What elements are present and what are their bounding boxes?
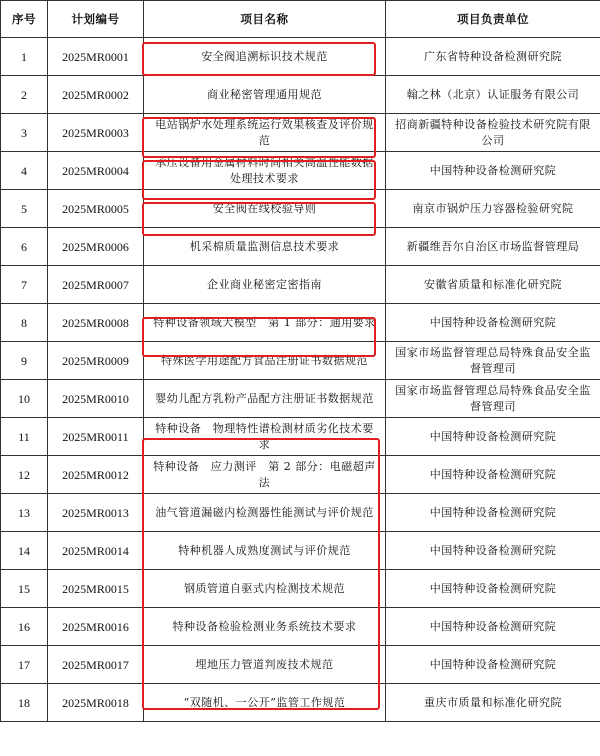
header-code: 计划编号 bbox=[48, 1, 144, 38]
row-plan-code: 2025MR0006 bbox=[48, 228, 144, 266]
row-project-name: 特种设备领域大模型 第 1 部分：通用要求 bbox=[144, 304, 386, 342]
row-project-name: 婴幼儿配方乳粉产品配方注册证书数据规范 bbox=[144, 380, 386, 418]
row-index: 18 bbox=[1, 684, 48, 722]
row-plan-code: 2025MR0018 bbox=[48, 684, 144, 722]
row-plan-code: 2025MR0013 bbox=[48, 494, 144, 532]
row-responsible-unit: 国家市场监督管理总局特殊食品安全监督管理司 bbox=[386, 380, 600, 418]
header-index: 序号 bbox=[1, 1, 48, 38]
row-index: 3 bbox=[1, 114, 48, 152]
row-project-name: 埋地压力管道判废技术规范 bbox=[144, 646, 386, 684]
row-plan-code: 2025MR0001 bbox=[48, 38, 144, 76]
row-plan-code: 2025MR0014 bbox=[48, 532, 144, 570]
row-responsible-unit: 重庆市质量和标准化研究院 bbox=[386, 684, 600, 722]
header-unit: 项目负责单位 bbox=[386, 1, 600, 38]
row-responsible-unit: 中国特种设备检测研究院 bbox=[386, 494, 600, 532]
row-plan-code: 2025MR0005 bbox=[48, 190, 144, 228]
row-index: 2 bbox=[1, 76, 48, 114]
row-project-name: 安全阀追溯标识技术规范 bbox=[144, 38, 386, 76]
table-row bbox=[1, 76, 600, 114]
row-responsible-unit: 中国特种设备检测研究院 bbox=[386, 570, 600, 608]
row-index: 6 bbox=[1, 228, 48, 266]
table-row bbox=[1, 342, 600, 380]
row-responsible-unit: 新疆维吾尔自治区市场监督管理局 bbox=[386, 228, 600, 266]
row-index: 7 bbox=[1, 266, 48, 304]
row-plan-code: 2025MR0016 bbox=[48, 608, 144, 646]
row-index: 14 bbox=[1, 532, 48, 570]
row-project-name: 机采棉质量监测信息技术要求 bbox=[144, 228, 386, 266]
row-index: 17 bbox=[1, 646, 48, 684]
row-project-name: 企业商业秘密定密指南 bbox=[144, 266, 386, 304]
table-row bbox=[1, 38, 600, 76]
row-project-name: 承压设备用金属材料时间相关高温性能数据处理技术要求 bbox=[144, 152, 386, 190]
row-responsible-unit: 中国特种设备检测研究院 bbox=[386, 418, 600, 456]
row-index: 12 bbox=[1, 456, 48, 494]
row-index: 8 bbox=[1, 304, 48, 342]
row-project-name: 电站锅炉水处理系统运行效果核查及评价规范 bbox=[144, 114, 386, 152]
row-responsible-unit: 翰之林（北京）认证服务有限公司 bbox=[386, 76, 600, 114]
table-row bbox=[1, 532, 600, 570]
header-name: 项目名称 bbox=[144, 1, 386, 38]
table-header-row bbox=[1, 1, 600, 38]
table-row bbox=[1, 304, 600, 342]
row-project-name: 特种设备 物理特性谱检测材质劣化技术要求 bbox=[144, 418, 386, 456]
table-row bbox=[1, 266, 600, 304]
row-responsible-unit: 中国特种设备检测研究院 bbox=[386, 646, 600, 684]
table-body bbox=[1, 38, 600, 722]
row-project-name: 特殊医学用途配方食品注册证书数据规范 bbox=[144, 342, 386, 380]
table-row bbox=[1, 456, 600, 494]
row-responsible-unit: 中国特种设备检测研究院 bbox=[386, 152, 600, 190]
table-row bbox=[1, 684, 600, 722]
row-index: 11 bbox=[1, 418, 48, 456]
row-plan-code: 2025MR0002 bbox=[48, 76, 144, 114]
row-project-name: 特种设备检验检测业务系统技术要求 bbox=[144, 608, 386, 646]
row-plan-code: 2025MR0010 bbox=[48, 380, 144, 418]
row-index: 9 bbox=[1, 342, 48, 380]
row-project-name: 特种机器人成熟度测试与评价规范 bbox=[144, 532, 386, 570]
row-responsible-unit: 中国特种设备检测研究院 bbox=[386, 304, 600, 342]
row-plan-code: 2025MR0017 bbox=[48, 646, 144, 684]
row-responsible-unit: 招商新疆特种设备检验技术研究院有限公司 bbox=[386, 114, 600, 152]
table-row bbox=[1, 190, 600, 228]
row-plan-code: 2025MR0004 bbox=[48, 152, 144, 190]
table-row bbox=[1, 494, 600, 532]
row-index: 5 bbox=[1, 190, 48, 228]
row-index: 1 bbox=[1, 38, 48, 76]
table-row bbox=[1, 114, 600, 152]
row-responsible-unit: 安徽省质量和标准化研究院 bbox=[386, 266, 600, 304]
row-plan-code: 2025MR0009 bbox=[48, 342, 144, 380]
row-responsible-unit: 南京市锅炉压力容器检验研究院 bbox=[386, 190, 600, 228]
row-plan-code: 2025MR0015 bbox=[48, 570, 144, 608]
row-project-name: 商业秘密管理通用规范 bbox=[144, 76, 386, 114]
row-index: 10 bbox=[1, 380, 48, 418]
row-plan-code: 2025MR0011 bbox=[48, 418, 144, 456]
row-index: 13 bbox=[1, 494, 48, 532]
row-responsible-unit: 国家市场监督管理总局特殊食品安全监督管理司 bbox=[386, 342, 600, 380]
table-row bbox=[1, 646, 600, 684]
row-plan-code: 2025MR0007 bbox=[48, 266, 144, 304]
row-project-name: 油气管道漏磁内检测器性能测试与评价规范 bbox=[144, 494, 386, 532]
row-project-name: 特种设备 应力测评 第 2 部分：电磁超声法 bbox=[144, 456, 386, 494]
row-project-name: “双随机、一公开”监管工作规范 bbox=[144, 684, 386, 722]
row-responsible-unit: 广东省特种设备检测研究院 bbox=[386, 38, 600, 76]
row-responsible-unit: 中国特种设备检测研究院 bbox=[386, 532, 600, 570]
table-row bbox=[1, 228, 600, 266]
table-row bbox=[1, 608, 600, 646]
row-index: 4 bbox=[1, 152, 48, 190]
row-plan-code: 2025MR0003 bbox=[48, 114, 144, 152]
table-row bbox=[1, 380, 600, 418]
row-project-name: 安全阀在线校验导则 bbox=[144, 190, 386, 228]
row-index: 15 bbox=[1, 570, 48, 608]
row-project-name: 钢质管道自驱式内检测技术规范 bbox=[144, 570, 386, 608]
row-responsible-unit: 中国特种设备检测研究院 bbox=[386, 608, 600, 646]
table-row bbox=[1, 152, 600, 190]
table-row bbox=[1, 570, 600, 608]
row-plan-code: 2025MR0008 bbox=[48, 304, 144, 342]
row-index: 16 bbox=[1, 608, 48, 646]
row-responsible-unit: 中国特种设备检测研究院 bbox=[386, 456, 600, 494]
row-plan-code: 2025MR0012 bbox=[48, 456, 144, 494]
table-row bbox=[1, 418, 600, 456]
